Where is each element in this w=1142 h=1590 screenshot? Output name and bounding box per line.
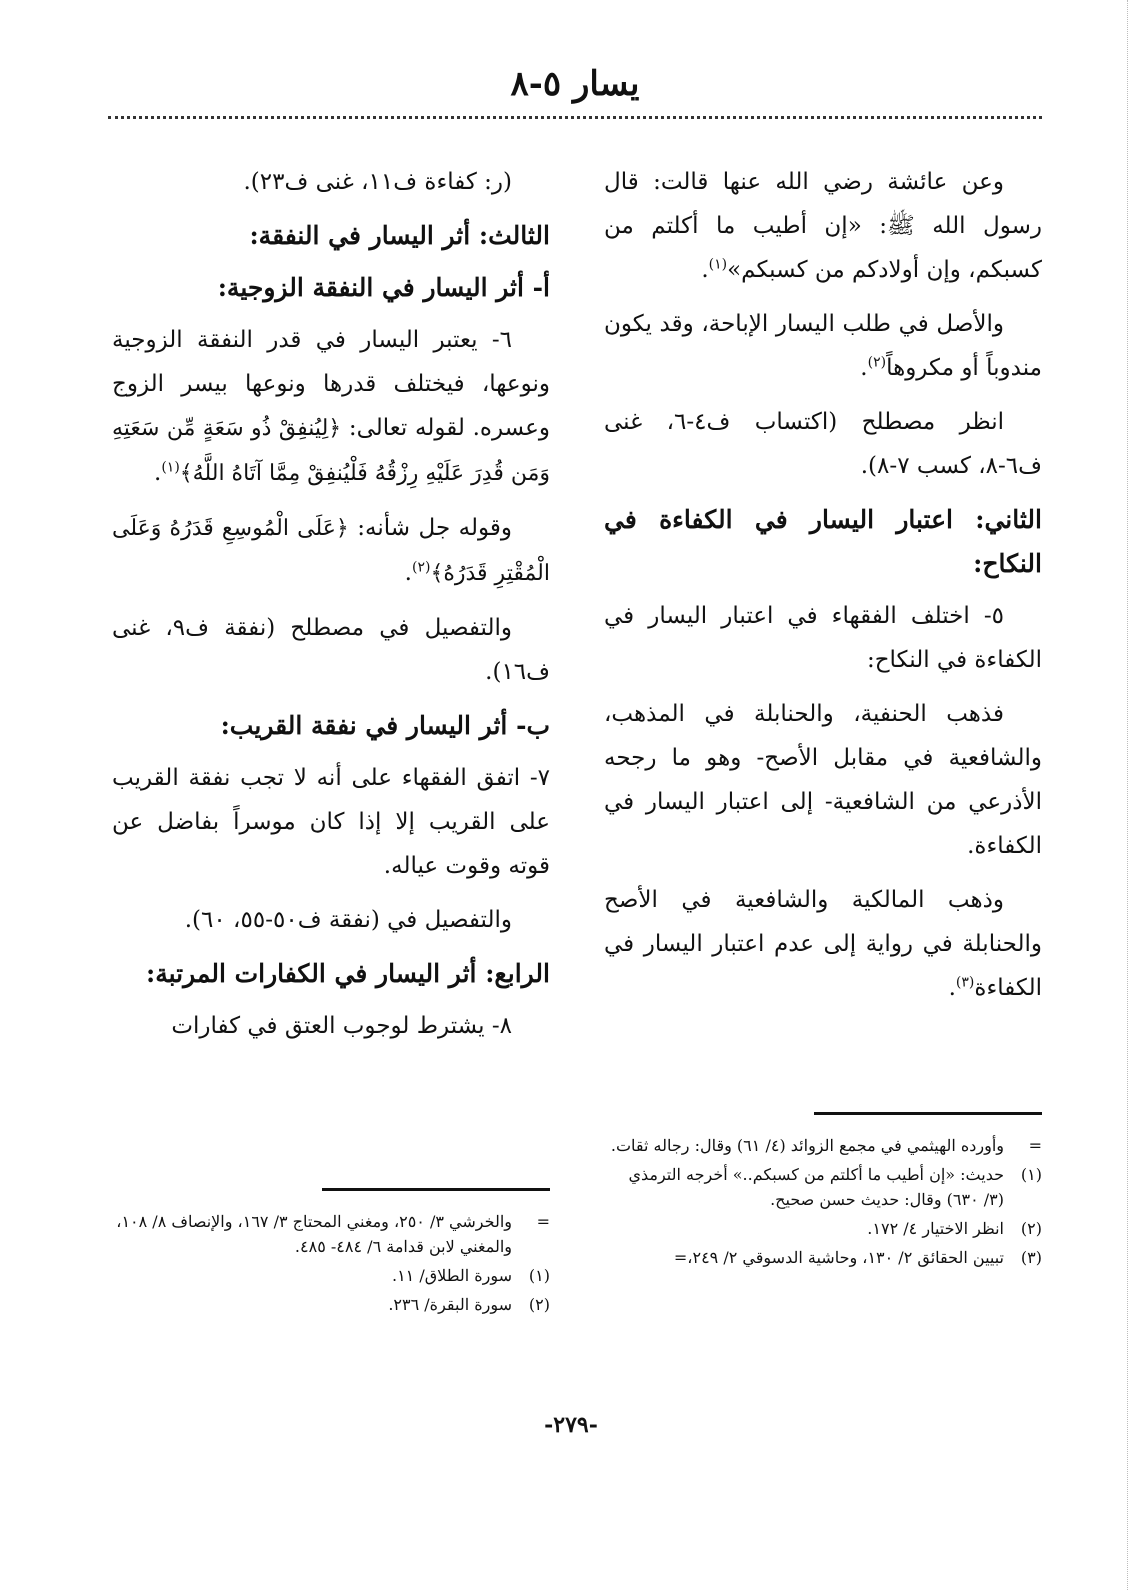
footnote-ref: (١) xyxy=(708,256,728,273)
footnote-text: والخرشي ٣/ ٢٥٠، ومغني المحتاج ٣/ ١٦٧، والإنصاف ٨/ ١٠٨، والمغني لابن قدامة ٦/ ٤٨٤- ٤٨٥. xyxy=(116,1212,512,1256)
footnote-text: سورة الطلاق/ ١١. xyxy=(391,1266,512,1285)
paragraph: ٦- يعتبر اليسار في قدر النفقة الزوجية ونوعها، فيختلف قدرها ونوعها بيسر الزوج وعسره. لقوله تعالى: ﴿لِيُنفِقْ ذُو سَعَةٍ مِّن سَعَتِهِ وَمَن قُدِرَ عَلَيْهِ رِزْقُهُ فَلْيُنفِقْ مِمَّا آتَاهُ اللَّهُ﴾$^{(١)}$. xyxy=(112,327,550,486)
footnote-text: انظر الاختيار ٤/ ١٧٢. xyxy=(867,1219,1004,1238)
paragraph: والتفصيل في (نفقة ف٥٠-٥٥، ٦٠). xyxy=(184,907,512,933)
quran-verse: ﴿عَلَى الْمُوسِعِ قَدَرُهُ وَعَلَى الْمُقْتِرِ قَدَرُهُ﴾ xyxy=(112,516,550,586)
left-column xyxy=(112,160,550,1058)
paragraph-text: والأصل في طلب اليسار الإباحة، وقد يكون مندوباً أو مكروهاً xyxy=(604,311,1042,381)
section-heading: الرابع: أثر اليسار في الكفارات المرتبة: xyxy=(145,959,550,988)
paragraph: والتفصيل في مصطلح (نفقة ف٩، غنى ف١٦). xyxy=(112,615,550,685)
footnote-number: (٢) xyxy=(1020,1219,1042,1238)
footnote-text: سورة البقرة/ ٢٣٦. xyxy=(388,1295,512,1314)
footnote xyxy=(112,1292,550,1317)
paragraph: ٨- يشترط لوجوب العتق في كفارات xyxy=(171,1013,512,1039)
margin-rule xyxy=(1127,0,1128,1590)
footnote-ref: (٢) xyxy=(867,354,887,371)
right-column xyxy=(604,160,1042,1020)
footnote-number: = xyxy=(1028,1136,1042,1155)
footnote-number: (١) xyxy=(528,1266,550,1285)
paragraph: انظر مصطلح (اكتساب ف٤-٦، غنى ف٦-٨، كسب ٧-٨). xyxy=(604,409,1042,479)
footnote-rule xyxy=(814,1112,1042,1115)
paragraph-text: وقوله جل شأنه: xyxy=(348,515,512,541)
footnote-text: تبيين الحقائق ٢/ ١٣٠، وحاشية الدسوقي ٢/ ٢٤٩،= xyxy=(673,1248,1004,1267)
paragraph-text: وعن عائشة رضي الله عنها قالت: قال رسول الله ﷺ: «إن أطيب ما أكلتم من كسبكم، وإن أولادكم من كسبكم» xyxy=(604,169,1042,283)
page-title: يسار ٥-٨ xyxy=(510,64,640,104)
header-dotted-rule xyxy=(108,116,1042,119)
paragraph: (ر: كفاءة ف١١، غنى ف٢٣). xyxy=(243,169,512,195)
paragraph: والأصل في طلب اليسار الإباحة، وقد يكون مندوباً أو مكروهاً$^{(٢)}$. xyxy=(604,311,1042,381)
footnote xyxy=(604,1162,1042,1212)
paragraph: وعن عائشة رضي الله عنها قالت: قال رسول الله ﷺ: «إن أطيب ما أكلتم من كسبكم، وإن أولادكم من كسبكم»$^{(١)}$. xyxy=(604,169,1042,283)
footnote-ref: (٣) xyxy=(955,974,975,991)
subsection-heading: ب- أثر اليسار في نفقة القريب: xyxy=(220,711,550,740)
paragraph: ٥- اختلف الفقهاء في اعتبار اليسار في الكفاءة في النكاح: xyxy=(604,603,1042,673)
footnotes-right xyxy=(604,1112,1042,1274)
footnote-ref: (٢) xyxy=(411,559,431,576)
paragraph: وقوله جل شأنه: ﴿عَلَى الْمُوسِعِ قَدَرُهُ وَعَلَى الْمُقْتِرِ قَدَرُهُ﴾$^{(٢)}$. xyxy=(112,515,550,586)
footnote-text: وأورده الهيثمي في مجمع الزوائد (٤/ ٦١) وقال: رجاله ثقات. xyxy=(610,1136,1004,1155)
section-heading: الثالث: أثر اليسار في النفقة: xyxy=(249,221,550,250)
paragraph: ٧- اتفق الفقهاء على أنه لا تجب نفقة القريب على القريب إلا إذا كان موسراً بفاضل عن قوته وقوت عياله. xyxy=(112,765,550,879)
paragraph: وذهب المالكية والشافعية في الأصح والحنابلة في رواية إلى عدم اعتبار اليسار في الكفاءة$^{(٣)}$. xyxy=(604,887,1042,1001)
footnote-number: (١) xyxy=(1020,1165,1042,1184)
footnote-number: = xyxy=(536,1212,550,1231)
footnote-text: حديث: «إن أطيب ما أكلتم من كسبكم..» أخرجه الترمذي (٣/ ٦٣٠) وقال: حديث حسن صحيح. xyxy=(628,1165,1004,1209)
page-number: -٢٧٩- xyxy=(544,1412,598,1438)
footnote-number: (٢) xyxy=(528,1295,550,1314)
section-heading: الثاني: اعتبار اليسار في الكفاءة في النكاح: xyxy=(604,505,1042,578)
footnote xyxy=(604,1216,1042,1241)
footnote-ref: (١) xyxy=(161,459,180,476)
footnote xyxy=(604,1133,1042,1158)
paragraph-text: وذهب المالكية والشافعية في الأصح والحنابلة في رواية إلى عدم اعتبار اليسار في الكفاءة xyxy=(604,887,1042,1001)
footnote-rule xyxy=(322,1188,550,1191)
footnotes-left xyxy=(112,1188,550,1321)
subsection-heading: أ- أثر اليسار في النفقة الزوجية: xyxy=(217,273,550,302)
quran-verse: ﴿لِيُنفِقْ ذُو سَعَةٍ مِّن سَعَتِهِ وَمَن قُدِرَ عَلَيْهِ رِزْقُهُ فَلْيُنفِقْ مِمَّا آتَاهُ اللَّهُ﴾ xyxy=(112,416,550,486)
paragraph-text: ٦- يعتبر اليسار في قدر النفقة الزوجية ونوعها، فيختلف قدرها ونوعها بيسر الزوج وعسره. لقوله تعالى: xyxy=(112,327,550,441)
footnote-number: (٣) xyxy=(1020,1248,1042,1267)
footnote xyxy=(112,1263,550,1288)
page-header xyxy=(108,62,1042,122)
paragraph: فذهب الحنفية، والحنابلة في المذهب، والشافعية في مقابل الأصح- وهو ما رجحه الأذرعي من الشافعية- إلى اعتبار اليسار في الكفاءة. xyxy=(604,701,1042,859)
footnote xyxy=(604,1245,1042,1270)
footnote xyxy=(112,1209,550,1259)
